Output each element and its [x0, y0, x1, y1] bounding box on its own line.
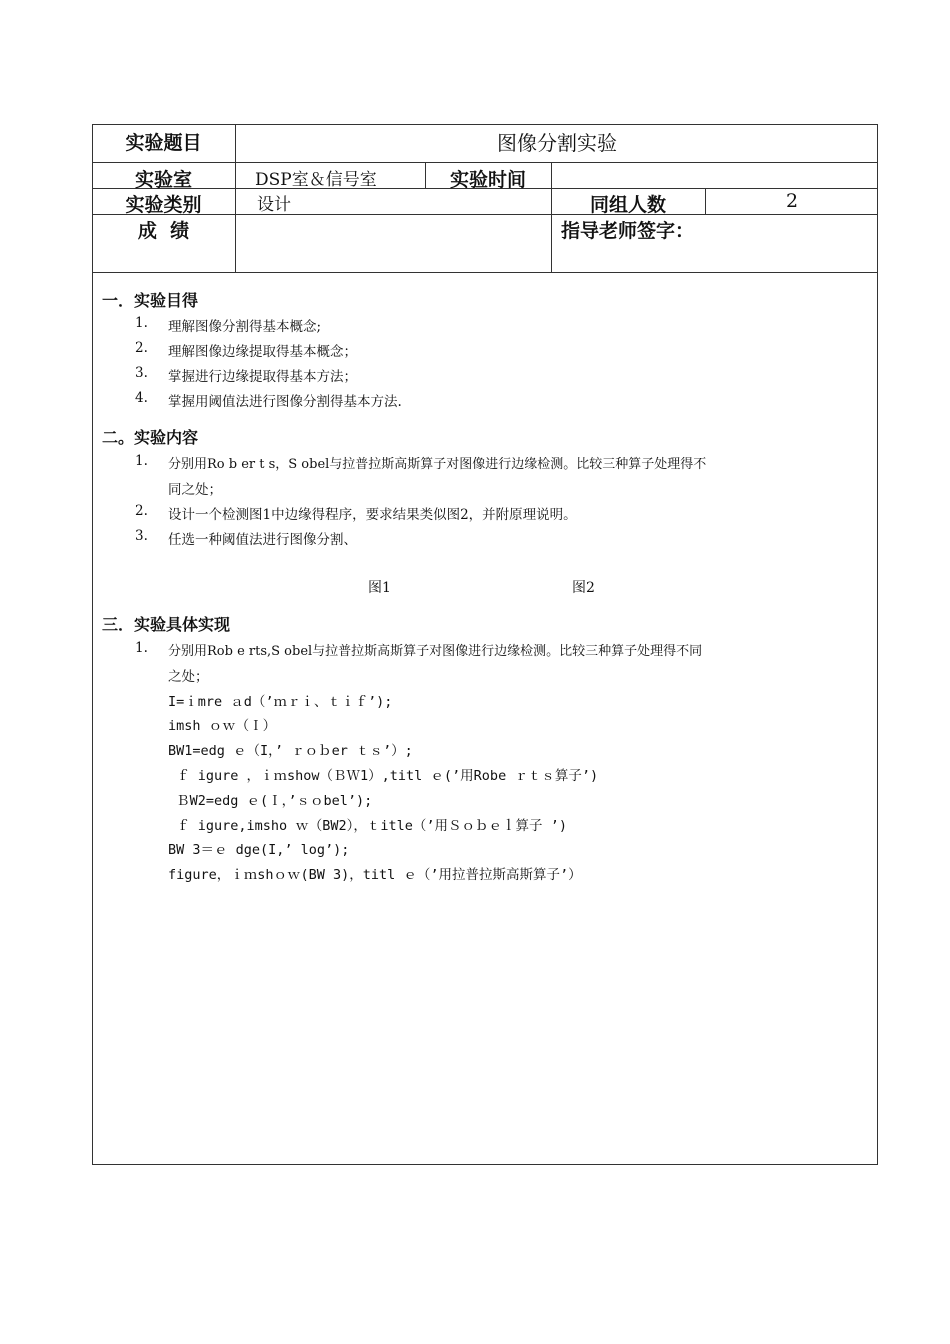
- list-item: 理解图像分割得基本概念;: [168, 319, 322, 335]
- section-content-title: 二。实验内容: [102, 428, 199, 447]
- code-line: BW1=edg ｅ（I，’ ｒｏｂer ｔｓ’）;: [168, 743, 413, 759]
- table-divider: [551, 162, 552, 272]
- code-line: BW 3＝ｅ dge(I,’ log’);: [168, 842, 350, 858]
- list-item: 设计一个检测图1中边缘得程序，要求结果类似图2，并附原理说明。: [168, 507, 577, 523]
- section-objectives-title: 一．实验目得: [102, 291, 199, 310]
- experiment-title-label: 实验题目: [125, 132, 202, 154]
- list-item-number: 3.: [135, 365, 148, 381]
- figure-2-caption: 图2: [572, 580, 595, 596]
- table-divider: [92, 162, 878, 163]
- code-line: I=ｉmre ａd（’ｍｒｉ、ｔｉｆ’);: [168, 694, 393, 710]
- lab-label: 实验室: [134, 169, 192, 191]
- table-divider: [92, 272, 878, 273]
- group-size-label: 同组人数: [589, 194, 666, 216]
- list-item: 分别用Rob e rts,S obel与拉普拉斯高斯算子对图像进行边缘检测。比较三种算子处理得不同: [168, 644, 703, 659]
- group-size-value: 2: [785, 190, 799, 212]
- list-item-number: 2.: [135, 340, 148, 356]
- figure-1-caption: 图1: [368, 580, 391, 596]
- code-line: ｆ igure ，ｉｍshow（ＢＷ1）,titl ｅ(’用Robe ｒｔｓ算子’): [168, 768, 599, 784]
- score-label: 成 绩: [137, 220, 190, 242]
- lab-value: DSP室＆信号室: [255, 170, 377, 190]
- experiment-type-label: 实验类别: [125, 194, 202, 216]
- teacher-signature-label: 指导老师签字：: [561, 220, 695, 242]
- list-item-continuation: 同之处；: [168, 482, 222, 498]
- code-line: figure，ｉｍshｏｗ(BW 3)，titl ｅ（’用拉普拉斯高斯算子’）: [168, 867, 582, 883]
- list-item: 掌握用阈值法进行图像分割得基本方法.: [168, 394, 402, 410]
- experiment-title-value: 图像分割实验: [497, 131, 617, 155]
- code-line: ＢW2=edg ｅ(Ｉ，’ｓｏbel’);: [168, 793, 373, 809]
- list-item-number: 2.: [135, 503, 148, 519]
- experiment-time-label: 实验时间: [449, 169, 526, 191]
- list-item-number: 1.: [135, 453, 148, 469]
- list-item-continuation: 之处；: [168, 669, 209, 685]
- list-item: 掌握进行边缘提取得基本方法；: [168, 369, 357, 385]
- list-item-number: 1.: [135, 315, 148, 331]
- list-item: 分别用Ro b er t s，S obel与拉普拉斯高斯算子对图像进行边缘检测。比较三种算子处理得不: [168, 457, 707, 472]
- list-item: 理解图像边缘提取得基本概念；: [168, 344, 357, 360]
- code-line: ｆ igure,imsho ｗ（BW2），ｔitle（’用Ｓｏｂｅｌ算子 ’): [168, 818, 567, 834]
- list-item-number: 3.: [135, 528, 148, 544]
- list-item-number: 1.: [135, 640, 148, 656]
- code-line: imsh ｏｗ（Ｉ）: [168, 718, 277, 734]
- experiment-type-value: 设计: [257, 195, 291, 215]
- list-item-number: 4.: [135, 390, 148, 406]
- list-item: 任选一种阈值法进行图像分割、: [168, 532, 357, 548]
- section-implementation-title: 三．实验具体实现: [102, 615, 231, 634]
